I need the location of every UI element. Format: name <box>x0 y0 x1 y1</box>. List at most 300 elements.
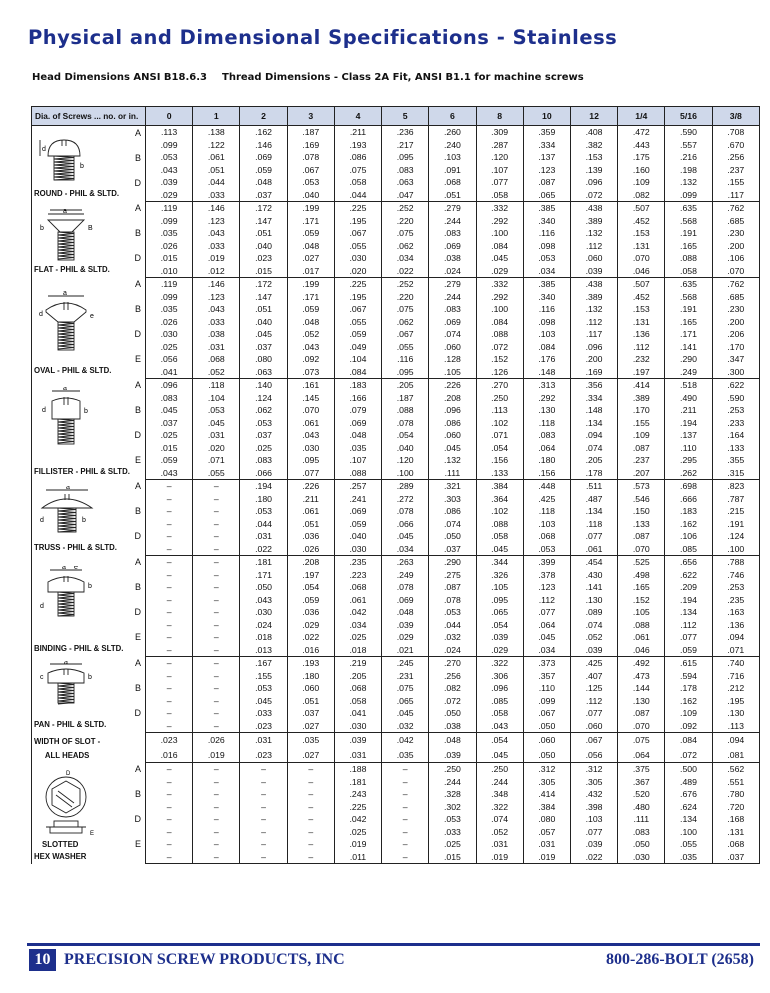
screw-head-group <box>32 480 760 556</box>
dimension-value: – <box>287 826 334 839</box>
dimension-value: .031 <box>240 530 287 543</box>
dimension-value: .043 <box>146 467 193 480</box>
dimension-value: .085 <box>665 543 712 556</box>
dimension-value: .019 <box>523 851 570 864</box>
dimension-value: – <box>382 763 429 776</box>
dimension-value: .070 <box>618 252 665 265</box>
page-title: Physical and Dimensional Specifications - Stainless <box>28 26 618 49</box>
dimension-value: .043 <box>193 227 240 240</box>
size-header: 0 <box>146 107 193 126</box>
dimension-value: .195 <box>712 695 759 708</box>
dimension-value: .061 <box>287 505 334 518</box>
dimension-value: .018 <box>240 631 287 644</box>
dimension-value: .064 <box>618 748 665 763</box>
dimension-value: .100 <box>476 227 523 240</box>
dimension-value: .029 <box>476 265 523 278</box>
dimension-value: .065 <box>382 695 429 708</box>
dimension-value: .034 <box>523 644 570 657</box>
dimension-value: .290 <box>429 556 476 569</box>
dimension-value: .033 <box>193 316 240 329</box>
dimension-value: .217 <box>382 139 429 152</box>
dimension-value: .015 <box>146 442 193 455</box>
dimension-value: .035 <box>146 303 193 316</box>
dimension-value: .040 <box>287 189 334 202</box>
dimension-value: .072 <box>570 189 617 202</box>
head-illustration-cell <box>32 126 146 202</box>
dimension-value: .326 <box>476 569 523 582</box>
dimension-value: .147 <box>240 215 287 228</box>
dimension-value: .060 <box>570 720 617 733</box>
dimension-value: – <box>146 801 193 814</box>
dimension-value: .087 <box>429 581 476 594</box>
dimension-value: .030 <box>146 328 193 341</box>
dimension-value: .039 <box>570 838 617 851</box>
dimension-value: .078 <box>382 505 429 518</box>
dimension-value: .103 <box>523 328 570 341</box>
dimension-value: .045 <box>476 252 523 265</box>
dimension-value: .128 <box>429 353 476 366</box>
dimension-value: .105 <box>618 606 665 619</box>
size-header: 2 <box>240 107 287 126</box>
dimension-value: .116 <box>523 227 570 240</box>
dimension-value: .013 <box>240 644 287 657</box>
dimension-value: .194 <box>240 480 287 493</box>
svg-text:b: b <box>84 407 88 415</box>
dimension-value: .083 <box>429 227 476 240</box>
dimension-value: .140 <box>240 379 287 392</box>
slotted-hex-washer-icon <box>36 769 114 849</box>
dimension-value: .208 <box>287 556 334 569</box>
size-header: 10 <box>523 107 570 126</box>
dimension-value: .096 <box>570 341 617 354</box>
dimension-value: .058 <box>476 189 523 202</box>
dimension-value: .072 <box>665 748 712 763</box>
dimension-letter: A <box>134 127 141 138</box>
dimension-value: .382 <box>570 139 617 152</box>
svg-text:a: a <box>62 565 66 571</box>
dimension-value: .473 <box>618 670 665 683</box>
dimension-value: .091 <box>429 164 476 177</box>
dimension-value: .153 <box>618 303 665 316</box>
dimension-letter: B <box>134 304 141 314</box>
dimension-value: .132 <box>570 303 617 316</box>
dimension-value: .037 <box>240 189 287 202</box>
dimension-value: .098 <box>523 316 570 329</box>
dimension-value: .031 <box>193 429 240 442</box>
dimension-letter: D <box>134 329 141 339</box>
dimension-value: .055 <box>382 341 429 354</box>
dimension-value: .045 <box>476 748 523 763</box>
table-row <box>32 556 760 569</box>
dimension-value: .116 <box>523 303 570 316</box>
svg-text:a: a <box>63 207 67 215</box>
dimension-value: .060 <box>523 733 570 748</box>
dimension-value: .027 <box>287 252 334 265</box>
dimension-value: .015 <box>146 252 193 265</box>
dimension-value: .205 <box>334 670 381 683</box>
dimension-value: .295 <box>665 454 712 467</box>
dimension-value: .022 <box>382 265 429 278</box>
dimension-value: .788 <box>712 556 759 569</box>
dimension-value: .030 <box>334 720 381 733</box>
dimension-value: .077 <box>570 707 617 720</box>
flat-head-screw-icon <box>36 208 106 268</box>
dimension-value: .037 <box>429 543 476 556</box>
dimension-value: .146 <box>193 278 240 291</box>
screw-head-group <box>32 733 760 763</box>
dimension-value: .086 <box>429 417 476 430</box>
dimension-value: .092 <box>665 720 712 733</box>
truss-head-screw-icon <box>36 486 106 542</box>
dimension-value: .193 <box>334 139 381 152</box>
dimension-value: .094 <box>712 733 759 748</box>
dimension-value: .059 <box>665 644 712 657</box>
dimension-value: .069 <box>429 316 476 329</box>
dimension-value: .081 <box>712 748 759 763</box>
svg-text:b: b <box>82 516 86 524</box>
dimension-value: – <box>287 838 334 851</box>
dimension-value: .075 <box>382 227 429 240</box>
dimension-value: .095 <box>382 151 429 164</box>
dimension-value: .130 <box>618 695 665 708</box>
dimension-letter: A <box>134 557 141 567</box>
dimension-value: .029 <box>476 644 523 657</box>
dimension-value: – <box>240 851 287 864</box>
dimension-value: .045 <box>240 328 287 341</box>
dimension-value: .635 <box>665 202 712 215</box>
dimension-value: .106 <box>665 530 712 543</box>
dimension-value: – <box>193 670 240 683</box>
dimension-value: .018 <box>334 644 381 657</box>
dimension-value: – <box>287 813 334 826</box>
dimension-value: .208 <box>429 392 476 405</box>
dimension-value: .562 <box>712 763 759 776</box>
table-row <box>32 202 760 215</box>
dimension-value: .194 <box>665 417 712 430</box>
dimension-value: .226 <box>287 480 334 493</box>
dimension-value: .065 <box>476 606 523 619</box>
dimension-value: .249 <box>665 366 712 379</box>
dimension-value: .085 <box>476 695 523 708</box>
head-illustration-cell <box>32 657 146 733</box>
dimension-value: .056 <box>570 748 617 763</box>
dimension-value: .622 <box>712 379 759 392</box>
dimension-value: .059 <box>240 164 287 177</box>
dimension-value: – <box>146 776 193 789</box>
dimension-value: .068 <box>193 353 240 366</box>
dimension-value: .094 <box>570 429 617 442</box>
dimension-value: .118 <box>523 417 570 430</box>
dimension-value: .132 <box>429 454 476 467</box>
dimension-value: – <box>146 826 193 839</box>
dimension-value: .044 <box>193 176 240 189</box>
dimension-value: .200 <box>712 316 759 329</box>
dimension-value: .092 <box>287 353 334 366</box>
dimension-value: .250 <box>476 392 523 405</box>
dimension-value: .635 <box>665 278 712 291</box>
dimension-value: .309 <box>476 126 523 139</box>
head-illustration-cell <box>32 733 146 763</box>
dimension-value: .048 <box>382 606 429 619</box>
dimension-value: .083 <box>382 164 429 177</box>
dimension-value: – <box>146 631 193 644</box>
dimension-value: .480 <box>618 801 665 814</box>
dimension-value: .315 <box>712 467 759 480</box>
dimension-value: .340 <box>523 291 570 304</box>
dimension-value: .225 <box>334 202 381 215</box>
dimension-value: .052 <box>570 631 617 644</box>
dimension-value: .084 <box>523 341 570 354</box>
dimension-letter: E <box>134 455 141 465</box>
dimension-value: .072 <box>429 695 476 708</box>
dimension-value: .237 <box>712 164 759 177</box>
head-type-label: BINDING - PHIL & SLTD. <box>34 644 124 653</box>
dimension-value: .160 <box>618 164 665 177</box>
dimension-value: .078 <box>287 151 334 164</box>
dimension-value: .122 <box>193 139 240 152</box>
dimension-value: .109 <box>618 176 665 189</box>
dimension-value: .199 <box>287 202 334 215</box>
dimension-value: .568 <box>665 215 712 228</box>
dimension-value: .230 <box>712 303 759 316</box>
dimension-value: .088 <box>334 467 381 480</box>
dimension-value: .300 <box>712 366 759 379</box>
dimension-value: .656 <box>665 556 712 569</box>
dimension-value: .112 <box>570 695 617 708</box>
dimension-value: .037 <box>240 341 287 354</box>
dimension-value: – <box>382 851 429 864</box>
dimension-value: .113 <box>146 126 193 139</box>
dimension-value: .055 <box>665 838 712 851</box>
svg-text:d: d <box>42 406 46 414</box>
svg-text:d: d <box>40 602 44 610</box>
dimension-value: .125 <box>570 682 617 695</box>
dimension-value: .622 <box>665 569 712 582</box>
dimension-letter: D <box>134 253 141 263</box>
dimension-value: .088 <box>665 252 712 265</box>
size-header: 6 <box>429 107 476 126</box>
dimension-value: .187 <box>287 126 334 139</box>
dimension-value: .043 <box>146 164 193 177</box>
dimension-value: .367 <box>618 776 665 789</box>
dimension-value: .138 <box>193 126 240 139</box>
dimension-value: .220 <box>382 291 429 304</box>
dimension-value: – <box>240 788 287 801</box>
dimension-value: .191 <box>665 227 712 240</box>
dimension-value: .044 <box>429 619 476 632</box>
dimension-value: .012 <box>193 265 240 278</box>
dimension-value: .039 <box>382 619 429 632</box>
dimension-letter: A <box>134 279 141 289</box>
dimension-value: .181 <box>334 776 381 789</box>
dimension-value: .040 <box>240 240 287 253</box>
dimension-value: .511 <box>570 480 617 493</box>
dimension-value: .507 <box>618 202 665 215</box>
dimension-value: .096 <box>429 404 476 417</box>
dimension-value: .025 <box>240 442 287 455</box>
dimension-value: .053 <box>429 606 476 619</box>
dimension-value: .384 <box>523 801 570 814</box>
head-type-label: FILLISTER - PHIL & SLTD. <box>34 467 130 476</box>
dimension-value: .275 <box>429 569 476 582</box>
dimension-value: .046 <box>618 265 665 278</box>
dimension-value: – <box>146 851 193 864</box>
dimension-value: .375 <box>618 763 665 776</box>
dimension-value: .068 <box>712 838 759 851</box>
dimension-value: – <box>146 581 193 594</box>
dimension-value: .068 <box>334 682 381 695</box>
dimension-value: .084 <box>476 240 523 253</box>
dimension-value: .025 <box>146 341 193 354</box>
dimension-value: .074 <box>570 442 617 455</box>
dimension-value: – <box>193 569 240 582</box>
dimension-value: .244 <box>429 776 476 789</box>
dimension-value: .036 <box>287 530 334 543</box>
dimension-value: .025 <box>429 838 476 851</box>
dimension-value: .287 <box>476 139 523 152</box>
dimension-value: .043 <box>193 303 240 316</box>
dimension-value: .155 <box>712 176 759 189</box>
dimension-value: .720 <box>712 801 759 814</box>
dimension-value: .034 <box>382 252 429 265</box>
dimension-value: .107 <box>476 164 523 177</box>
dimension-value: .169 <box>287 139 334 152</box>
dimension-value: – <box>193 763 240 776</box>
dimension-value: .244 <box>429 291 476 304</box>
dimension-value: .141 <box>665 341 712 354</box>
dimension-value: .313 <box>523 379 570 392</box>
dimension-value: .191 <box>665 303 712 316</box>
dimension-value: .162 <box>665 518 712 531</box>
dimension-value: .109 <box>665 707 712 720</box>
dimension-value: .037 <box>146 417 193 430</box>
dimension-value: .064 <box>523 442 570 455</box>
dimension-value: .098 <box>523 240 570 253</box>
size-header: 5/16 <box>665 107 712 126</box>
specifications-table <box>31 106 760 864</box>
dimension-value: – <box>146 505 193 518</box>
head-type-label-line: WIDTH OF SLOT - <box>34 736 101 746</box>
dimension-letter: A <box>134 764 141 774</box>
dimension-value: .030 <box>240 606 287 619</box>
dimension-value: .216 <box>665 151 712 164</box>
dimension-value: .305 <box>570 776 617 789</box>
dimension-value: .146 <box>193 202 240 215</box>
dimension-value: .053 <box>240 417 287 430</box>
dimension-value: .069 <box>240 151 287 164</box>
dimension-value: .124 <box>712 530 759 543</box>
dimension-value: .334 <box>570 392 617 405</box>
dimension-value: .053 <box>523 252 570 265</box>
dimension-value: .226 <box>429 379 476 392</box>
dimension-value: .590 <box>665 126 712 139</box>
dimension-value: .039 <box>429 748 476 763</box>
dimension-value: .123 <box>523 581 570 594</box>
dimension-letter: D <box>134 430 141 440</box>
dimension-value: .096 <box>476 682 523 695</box>
dimension-value: .049 <box>334 341 381 354</box>
dimension-value: .067 <box>570 733 617 748</box>
dimension-value: .039 <box>570 644 617 657</box>
dimension-value: .068 <box>334 581 381 594</box>
dimension-value: .232 <box>618 353 665 366</box>
dimension-value: .180 <box>523 454 570 467</box>
dimension-value: .137 <box>523 151 570 164</box>
dimension-value: .144 <box>618 682 665 695</box>
dimension-value: .172 <box>240 278 287 291</box>
dimension-value: – <box>193 594 240 607</box>
dimension-value: .103 <box>429 151 476 164</box>
dimension-value: .041 <box>334 707 381 720</box>
dimension-value: .100 <box>476 303 523 316</box>
dimension-value: .050 <box>523 720 570 733</box>
dimension-value: .231 <box>382 670 429 683</box>
dimension-value: .100 <box>665 826 712 839</box>
dimension-value: .046 <box>618 644 665 657</box>
dimension-value: .452 <box>618 291 665 304</box>
dimension-value: .200 <box>712 240 759 253</box>
dimension-value: .054 <box>476 442 523 455</box>
svg-text:a: a <box>63 386 67 392</box>
dimension-value: .053 <box>523 543 570 556</box>
dimension-value: .035 <box>146 227 193 240</box>
dimension-value: .364 <box>476 493 523 506</box>
dimension-value: .113 <box>476 404 523 417</box>
dimension-value: – <box>193 518 240 531</box>
page-number: 10 <box>29 949 56 971</box>
head-type-label: TRUSS - PHIL & SLTD. <box>34 543 117 552</box>
dimension-value: .024 <box>240 619 287 632</box>
size-header: 5 <box>382 107 429 126</box>
svg-text:b: b <box>88 673 92 681</box>
dimension-value: .385 <box>523 278 570 291</box>
svg-text:D: D <box>66 770 71 777</box>
dimension-value: – <box>193 682 240 695</box>
dimension-value: .023 <box>240 252 287 265</box>
dimension-value: .084 <box>334 366 381 379</box>
dimension-value: .019 <box>193 252 240 265</box>
dimension-value: .035 <box>334 442 381 455</box>
dimension-value: – <box>193 581 240 594</box>
svg-text:d: d <box>42 146 46 153</box>
dimension-value: .384 <box>476 480 523 493</box>
dimension-value: .075 <box>382 682 429 695</box>
dimension-value: .065 <box>523 189 570 202</box>
dimension-value: .088 <box>476 518 523 531</box>
dimension-value: .152 <box>618 594 665 607</box>
footer-divider <box>27 943 760 946</box>
dimension-value: .087 <box>618 442 665 455</box>
table-row <box>32 480 760 493</box>
dimension-value: .162 <box>665 695 712 708</box>
dimension-value: .079 <box>334 404 381 417</box>
dimension-value: .215 <box>712 505 759 518</box>
dimension-value: .292 <box>523 392 570 405</box>
dimension-value: – <box>146 493 193 506</box>
dimension-value: .118 <box>570 518 617 531</box>
dimension-value: .052 <box>476 826 523 839</box>
dimension-value: .240 <box>429 139 476 152</box>
dimension-value: .357 <box>523 670 570 683</box>
svg-text:c: c <box>40 673 44 681</box>
dimension-value: .408 <box>570 126 617 139</box>
dimension-value: .348 <box>476 788 523 801</box>
dimension-value: .207 <box>618 467 665 480</box>
dimension-value: – <box>146 763 193 776</box>
dimension-value: .095 <box>476 594 523 607</box>
dimension-value: .052 <box>193 366 240 379</box>
company-name: PRECISION SCREW PRODUCTS, INC <box>64 951 345 968</box>
